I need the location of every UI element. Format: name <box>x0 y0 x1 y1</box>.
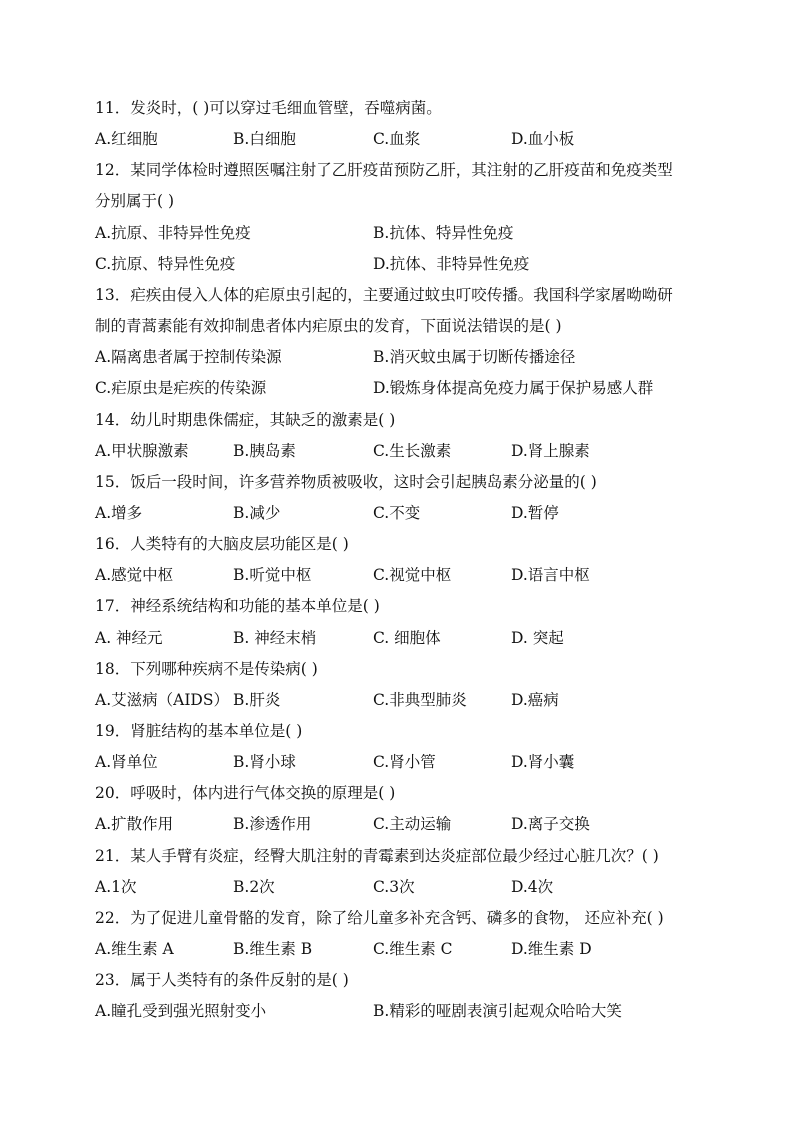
answer-option: A.扩散作用 <box>95 815 174 834</box>
answer-option: D.暂停 <box>511 503 559 522</box>
answer-option: A.隔离患者属于控制传染源 <box>95 348 282 367</box>
answer-option: C.生长激素 <box>373 441 452 460</box>
question-stem: 16．人类特有的大脑皮层功能区是( ) <box>95 535 349 554</box>
answer-option: C.不变 <box>373 503 421 522</box>
answer-option: B.精彩的哑剧表演引起观众哈哈大笑 <box>373 1002 622 1021</box>
answer-option: D.血小板 <box>511 130 575 149</box>
question-stem: 17．神经系统结构和功能的基本单位是( ) <box>95 597 380 616</box>
answer-option: D.癌病 <box>511 690 559 709</box>
answer-option: D.语言中枢 <box>511 566 590 585</box>
answer-option: B.白细胞 <box>233 130 296 149</box>
answer-option: C.疟原虫是疟疾的传染源 <box>95 379 267 398</box>
question-stem: 23．属于人类特有的条件反射的是( ) <box>95 971 349 990</box>
answer-option: B.肾小球 <box>233 753 296 772</box>
question-stem: 11．发炎时，( )可以穿过毛细血管壁，吞噬病菌。 <box>95 99 442 117</box>
answer-option: B.减少 <box>233 503 281 522</box>
answer-option: B. 神经末梢 <box>233 628 317 647</box>
answer-option: C.维生素 C <box>373 940 453 959</box>
answer-option: A.甲状腺激素 <box>95 441 189 460</box>
answer-option: C. 细胞体 <box>373 628 441 647</box>
answer-option: D.维生素 D <box>511 940 592 959</box>
answer-option: A.艾滋病（AIDS） <box>95 690 229 709</box>
answer-option: C.抗原、特异性免疫 <box>95 254 236 273</box>
answer-option: A.1次 <box>95 877 137 896</box>
answer-option: C.3次 <box>373 877 415 896</box>
question-stem: 13．疟疾由侵入人体的疟原虫引起的，主要通过蚊虫叮咬传播。我国科学家屠呦呦研 <box>95 285 673 304</box>
answer-option: C.肾小管 <box>373 753 436 772</box>
question-stem-continued: 制的青蒿素能有效抑制患者体内疟原虫的发育，下面说法错误的是( ) <box>95 317 562 336</box>
question-stem: 18．下列哪种疾病不是传染病( ) <box>95 659 318 678</box>
answer-option: A.瞳孔受到强光照射变小 <box>95 1002 267 1021</box>
answer-option: C.血浆 <box>373 130 421 149</box>
question-stem: 12．某同学体检时遵照医嘱注射了乙肝疫苗预防乙肝，其注射的乙肝疫苗和免疫类型 <box>95 161 673 180</box>
answer-option: A. 神经元 <box>95 628 163 647</box>
answer-option: B.2次 <box>233 877 275 896</box>
question-stem: 20．呼吸时，体内进行气体交换的原理是( ) <box>95 784 396 803</box>
question-stem-continued: 分别属于( ) <box>95 192 175 211</box>
question-stem: 19．肾脏结构的基本单位是( ) <box>95 722 303 740</box>
answer-option: A.维生素 A <box>95 940 174 959</box>
answer-option: A.红细胞 <box>95 130 158 149</box>
answer-option: C.非典型肺炎 <box>373 690 467 709</box>
answer-option: B.渗透作用 <box>233 815 312 834</box>
answer-option: D.肾小囊 <box>511 753 575 772</box>
answer-option: D.抗体、非特异性免疫 <box>373 254 530 273</box>
answer-option: C.视觉中枢 <box>373 566 452 585</box>
answer-option: A.感觉中枢 <box>95 566 174 585</box>
question-stem: 14．幼儿时期患侏儒症，其缺乏的激素是( ) <box>95 410 396 429</box>
answer-option: B.听觉中枢 <box>233 566 312 585</box>
answer-option: B.维生素 B <box>233 940 313 959</box>
answer-option: B.抗体、特异性免疫 <box>373 223 514 242</box>
answer-option: D.离子交换 <box>511 815 590 834</box>
answer-option: D.肾上腺素 <box>511 441 590 460</box>
question-stem: 15．饭后一段时间，许多营养物质被吸收，这时会引起胰岛素分泌量的( ) <box>95 472 597 491</box>
answer-option: D.4次 <box>511 877 554 896</box>
question-stem: 21．某人手臂有炎症，经臀大肌注射的青霉素到达炎症部位最少经过心脏几次？( ) <box>95 846 659 865</box>
question-stem: 22．为了促进儿童骨骼的发育，除了给儿童多补充含钙、磷多的食物， 还应补充( ) <box>95 908 664 927</box>
answer-option: D. 突起 <box>511 628 564 647</box>
answer-option: B.胰岛素 <box>233 441 296 460</box>
answer-option: D.锻炼身体提高免疫力属于保护易感人群 <box>373 379 654 398</box>
answer-option: A.增多 <box>95 503 143 522</box>
answer-option: A.抗原、非特异性免疫 <box>95 223 251 242</box>
answer-option: A.肾单位 <box>95 753 158 772</box>
answer-option: B.消灭蚊虫属于切断传播途径 <box>373 348 576 367</box>
answer-option: C.主动运输 <box>373 815 452 834</box>
answer-option: B.肝炎 <box>233 690 281 709</box>
